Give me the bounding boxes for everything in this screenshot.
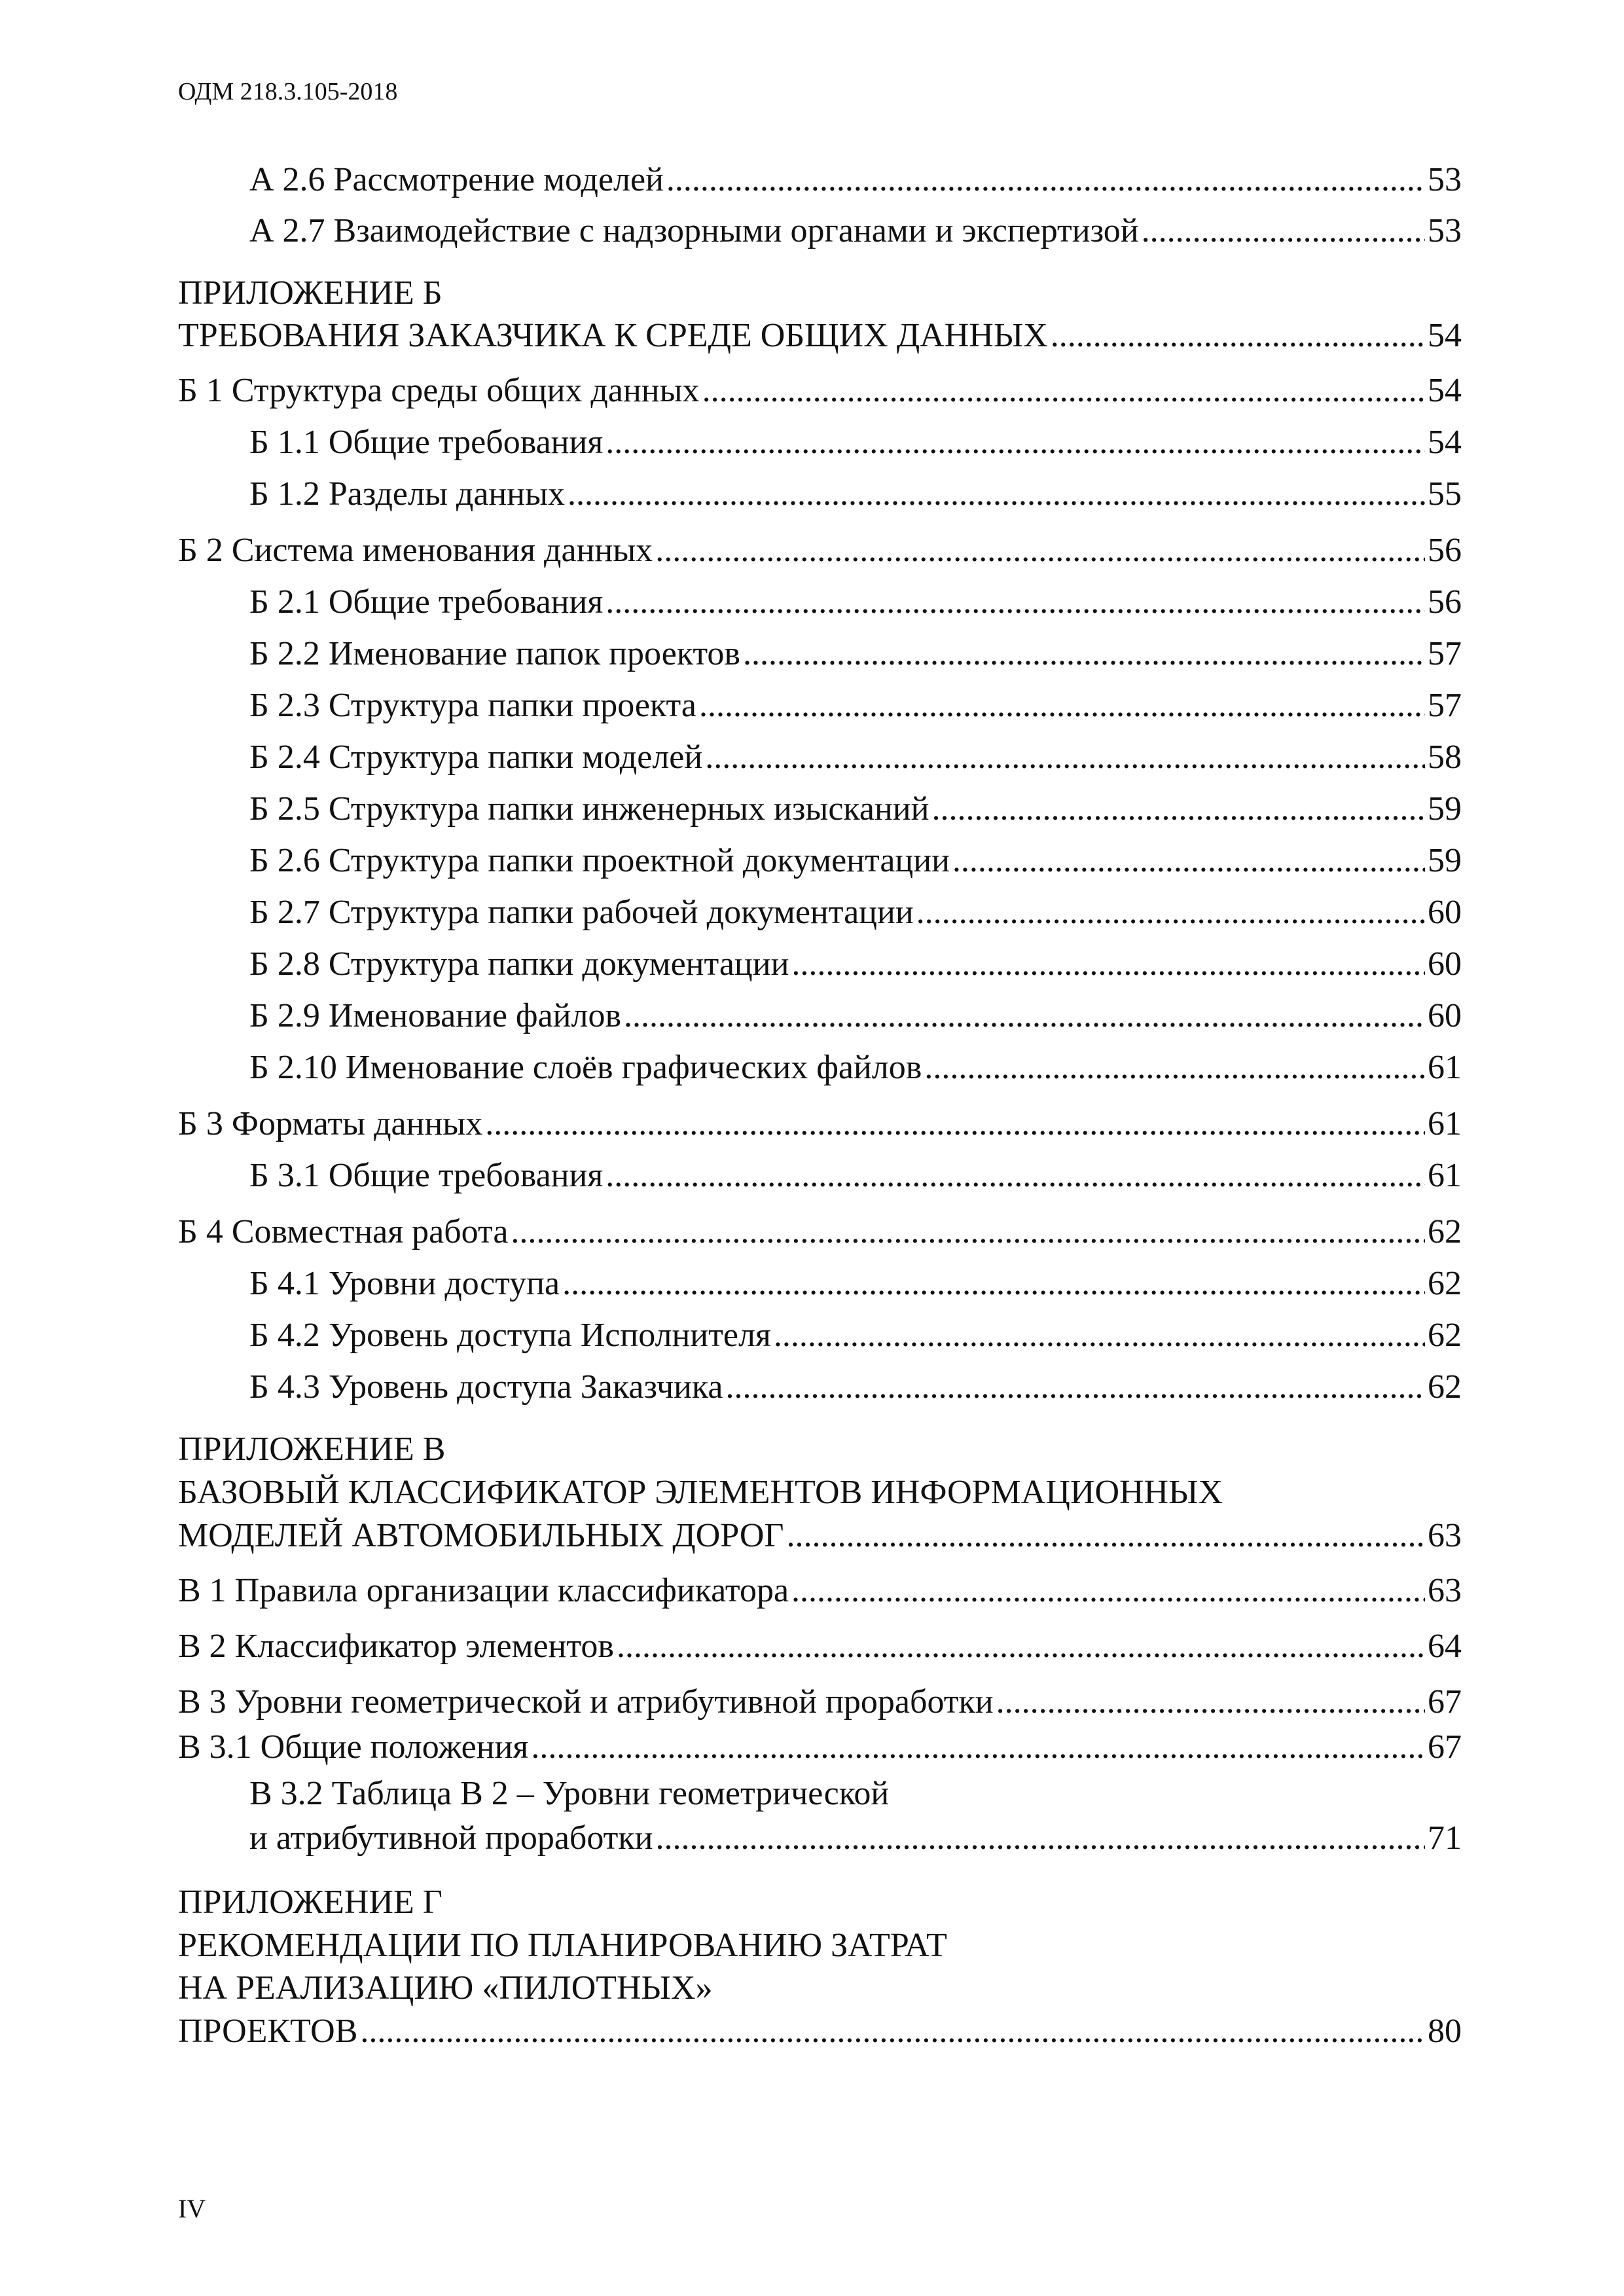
toc-entry[interactable]: ТРЕБОВАНИЯ ЗАКАЗЧИКА К СРЕДЕ ОБЩИХ ДАННЫХ ..... 54 — [178, 310, 1462, 362]
leader-dots — [774, 1309, 1425, 1362]
toc-page-number: 64 — [1428, 1628, 1462, 1665]
toc-page-number: 62 — [1428, 1213, 1462, 1250]
toc-page-number: 67 — [1428, 1728, 1462, 1766]
toc-page-number: 61 — [1428, 1105, 1462, 1142]
toc-entry[interactable]: Б 4.1 Уровни доступа ..... 62 — [249, 1258, 1462, 1310]
toc-page-number: 53 — [1428, 212, 1462, 249]
toc-entry[interactable]: Б 2.10 Именование слоёв графических файлов ..... 61 — [249, 1042, 1462, 1094]
toc-entry[interactable]: Б 2 Система именования данных ..... 56 — [178, 524, 1462, 577]
toc-page-number: 71 — [1428, 1819, 1462, 1857]
leader-dots — [531, 1721, 1425, 1774]
toc-entry[interactable]: ПРОЕКТОВ ..... 80 — [178, 2005, 1462, 2058]
toc-entry[interactable]: Б 4.3 Уровень доступа Заказчика ..... 62 — [249, 1361, 1462, 1413]
appendix-heading: ПРИЛОЖЕНИЕ Г — [178, 1884, 442, 1921]
toc-page-number: 57 — [1428, 635, 1462, 672]
leader-dots — [931, 783, 1425, 835]
leader-dots — [655, 524, 1425, 577]
toc-entry[interactable]: Б 2.6 Структура папки проектной документации ..... 59 — [249, 835, 1462, 887]
toc-page-number: 54 — [1428, 372, 1462, 409]
toc-entry[interactable]: Б 1.2 Разделы данных ..... 55 — [249, 468, 1462, 520]
toc-entry[interactable]: Б 2.7 Структура папки рабочей документации ..... 60 — [249, 886, 1462, 939]
toc-entry[interactable]: В 3 Уровни геометрической и атрибутивной проработки ..... 67 — [178, 1676, 1462, 1728]
leader-dots — [605, 576, 1425, 629]
toc-entry[interactable]: В 1 Правила организации классификатора ..... 63 — [178, 1565, 1462, 1617]
toc-entry[interactable]: Б 2.4 Структура папки моделей ..... 58 — [249, 731, 1462, 784]
toc-page-number: 58 — [1428, 738, 1462, 776]
leader-dots — [605, 1150, 1425, 1202]
toc-entry[interactable]: Б 2.2 Именование папок проектов ..... 57 — [249, 628, 1462, 680]
toc-page-number: 62 — [1428, 1265, 1462, 1302]
toc-page-number: 67 — [1428, 1683, 1462, 1721]
leader-dots — [791, 1565, 1425, 1617]
leader-dots — [996, 1676, 1425, 1728]
leader-dots — [485, 1098, 1425, 1150]
leader-dots — [916, 886, 1425, 939]
toc-page-number: 63 — [1428, 1572, 1462, 1609]
toc-page-number: 60 — [1428, 997, 1462, 1034]
toc-page-number: 53 — [1428, 161, 1462, 198]
toc-page-number: 61 — [1428, 1157, 1462, 1194]
toc-entry[interactable]: Б 2.1 Общие требования ..... 56 — [249, 576, 1462, 629]
toc-page-number: 54 — [1428, 317, 1462, 354]
toc-entry[interactable]: Б 3.1 Общие требования ..... 61 — [249, 1150, 1462, 1202]
leader-dots — [705, 731, 1425, 784]
toc-page-number: 56 — [1428, 583, 1462, 621]
leader-dots — [791, 938, 1425, 991]
toc-entry[interactable]: и атрибутивной проработки ..... 71 — [249, 1812, 1462, 1865]
toc-page-number: 60 — [1428, 894, 1462, 931]
leader-dots — [624, 990, 1425, 1042]
leader-dots — [743, 628, 1425, 680]
leader-dots — [666, 154, 1425, 206]
toc-page-number: 54 — [1428, 424, 1462, 461]
leader-dots — [562, 1258, 1425, 1310]
leader-dots — [568, 468, 1425, 520]
toc-page-number: 61 — [1428, 1049, 1462, 1086]
toc-page-number: 62 — [1428, 1368, 1462, 1406]
appendix-title-line: РЕКОМЕНДАЦИИ ПО ПЛАНИРОВАНИЮ ЗАТРАТ — [178, 1927, 947, 1964]
toc-entry[interactable]: Б 3 Форматы данных ..... 61 — [178, 1098, 1462, 1150]
appendix-title-line: БАЗОВЫЙ КЛАССИФИКАТОР ЭЛЕМЕНТОВ ИНФОРМАЦИОННЫХ — [178, 1474, 1223, 1511]
leader-dots — [1142, 205, 1425, 257]
toc-page-number: 55 — [1428, 475, 1462, 513]
leader-dots — [787, 1510, 1426, 1562]
toc-page-number: 57 — [1428, 687, 1462, 724]
toc-page-number: 62 — [1428, 1317, 1462, 1354]
toc-entry[interactable]: В 2 Классификатор элементов ..... 64 — [178, 1620, 1462, 1673]
toc-entry[interactable]: Б 2.8 Структура папки документации ..... 60 — [249, 938, 1462, 991]
toc-entry[interactable]: А 2.6 Рассмотрение моделей ..... 53 — [249, 154, 1462, 206]
toc-page-number: 80 — [1428, 2013, 1462, 2050]
toc-entry[interactable]: МОДЕЛЕЙ АВТОМОБИЛЬНЫХ ДОРОГ ..... 63 — [178, 1510, 1462, 1562]
appendix-heading: ПРИЛОЖЕНИЕ Б — [178, 274, 442, 312]
leader-dots — [699, 680, 1425, 732]
toc-entry[interactable]: Б 2.5 Структура папки инженерных изысканий ..... 59 — [249, 783, 1462, 835]
toc-page-number: 63 — [1428, 1517, 1462, 1554]
leader-dots — [605, 416, 1425, 469]
toc-entry[interactable]: А 2.7 Взаимодействие с надзорными органами и экспертизой ..... 53 — [249, 205, 1462, 257]
leader-dots — [952, 835, 1425, 887]
toc-entry[interactable]: Б 1 Структура среды общих данных ..... 54 — [178, 365, 1462, 417]
page-number-roman: IV — [178, 2194, 206, 2223]
toc-entry[interactable]: Б 4 Совместная работа ..... 62 — [178, 1206, 1462, 1258]
toc-entry[interactable]: Б 2.9 Именование файлов ..... 60 — [249, 990, 1462, 1042]
leader-dots — [617, 1620, 1425, 1673]
leader-dots — [725, 1361, 1425, 1413]
leader-dots — [702, 365, 1425, 417]
toc-entry[interactable]: Б 4.2 Уровень доступа Исполнителя ..... 62 — [249, 1309, 1462, 1362]
document-code-header: ОДМ 218.3.105-2018 — [178, 78, 398, 105]
toc-page-number: 59 — [1428, 842, 1462, 879]
appendix-title-line: НА РЕАЛИЗАЦИЮ «ПИЛОТНЫХ» — [178, 1969, 713, 2007]
toc-entry[interactable]: Б 2.3 Структура папки проекта ..... 57 — [249, 680, 1462, 732]
toc-page-number: 56 — [1428, 532, 1462, 569]
leader-dots — [1051, 310, 1425, 362]
leader-dots — [360, 2005, 1425, 2058]
leader-dots — [655, 1812, 1425, 1865]
toc-entry-first-line: В 3.2 Таблица В 2 – Уровни геометрической — [249, 1775, 890, 1812]
appendix-heading: ПРИЛОЖЕНИЕ В — [178, 1430, 446, 1468]
leader-dots — [924, 1042, 1425, 1094]
toc-entry[interactable]: В 3.1 Общие положения ..... 67 — [178, 1721, 1462, 1774]
toc-page-number: 59 — [1428, 790, 1462, 828]
toc-page-number: 60 — [1428, 945, 1462, 983]
leader-dots — [511, 1206, 1425, 1258]
toc-entry[interactable]: Б 1.1 Общие требования ..... 54 — [249, 416, 1462, 469]
